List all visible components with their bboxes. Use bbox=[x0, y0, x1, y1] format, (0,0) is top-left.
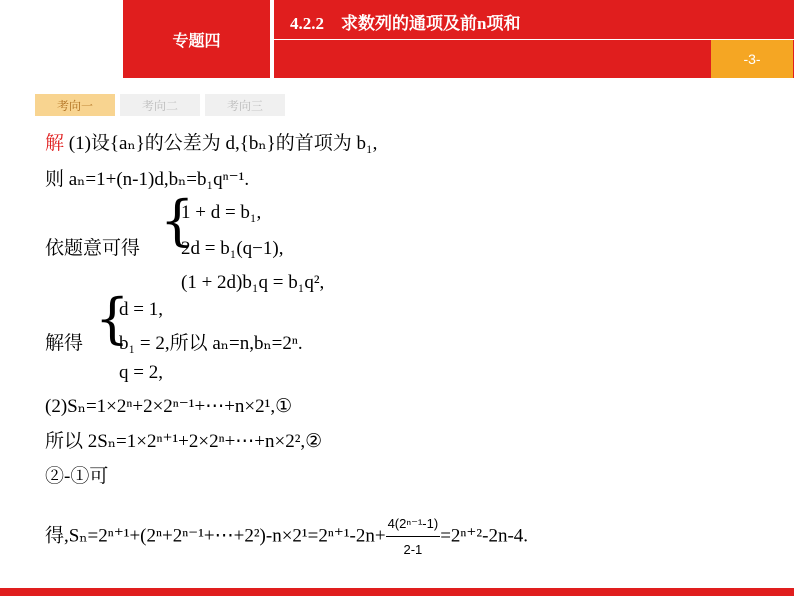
tab-direction-1[interactable]: 考向一 bbox=[35, 94, 115, 116]
line1-text: (1)设{aₙ}的公差为 d,{bₙ}的首项为 b₁, bbox=[68, 133, 378, 154]
system-2-eq-2-expr: b₁ = 2, bbox=[119, 333, 170, 354]
part2-line-4 bbox=[45, 512, 528, 562]
solve-prefix: 解得 bbox=[45, 333, 84, 354]
part2-line-4-a: 得,Sₙ=2ⁿ⁺¹+(2ⁿ+2ⁿ⁻¹+⋯+2²)-n×2¹=2ⁿ⁺¹-2n+ bbox=[45, 525, 386, 547]
part2-line-2: 所以 2Sₙ=1×2ⁿ⁺¹+2×2ⁿ+⋯+n×2²,② bbox=[45, 431, 323, 452]
part2-line-1: (2)Sₙ=1×2ⁿ+2×2ⁿ⁻¹+⋯+n×2¹,① bbox=[45, 396, 293, 417]
system-2-eq-2 bbox=[119, 332, 303, 356]
system-1-eq-1: 1 + d = b₁, bbox=[181, 202, 262, 223]
part2-line-4-b: =2ⁿ⁺²-2n-4. bbox=[440, 525, 529, 547]
solution-line-2: 则 aₙ=1+(n-1)d,bₙ=b₁qⁿ⁻¹. bbox=[45, 169, 250, 190]
system-2-brace: { bbox=[95, 287, 130, 350]
part2-line-3: ②-①可 bbox=[45, 466, 109, 487]
tab-direction-2[interactable]: 考向二 bbox=[120, 94, 200, 116]
given-prefix: 依题意可得 bbox=[45, 238, 141, 259]
bottom-bar bbox=[0, 588, 794, 596]
system-2-eq-3: q = 2, bbox=[119, 362, 163, 383]
tab-direction-3[interactable]: 考向三 bbox=[205, 94, 285, 116]
system-1-eq-3: (1 + 2d)b₁q = b₁q², bbox=[181, 272, 325, 293]
geometric-sum-fraction bbox=[386, 512, 441, 562]
page-number-box bbox=[711, 40, 793, 78]
topic-block bbox=[123, 0, 270, 78]
system-1-brace: { bbox=[160, 189, 195, 252]
fraction-numerator: 4(2ⁿ⁻¹-1) bbox=[386, 512, 441, 537]
system-1-eq-2: 2d = b₁(q−1), bbox=[181, 238, 284, 259]
fraction-denominator: 2-1 bbox=[403, 542, 423, 557]
system-2-suffix: 所以 aₙ=n,bₙ=2ⁿ. bbox=[169, 333, 303, 354]
section-title: 4.2.2 求数列的通项及前n项和 bbox=[290, 14, 521, 33]
page-number: -3- bbox=[743, 51, 761, 67]
system-2-eq-1: d = 1, bbox=[119, 299, 163, 320]
topic-label: 专题四 bbox=[172, 30, 221, 50]
solution-line-1 bbox=[45, 131, 377, 156]
solution-keyword: 解 bbox=[45, 132, 65, 154]
